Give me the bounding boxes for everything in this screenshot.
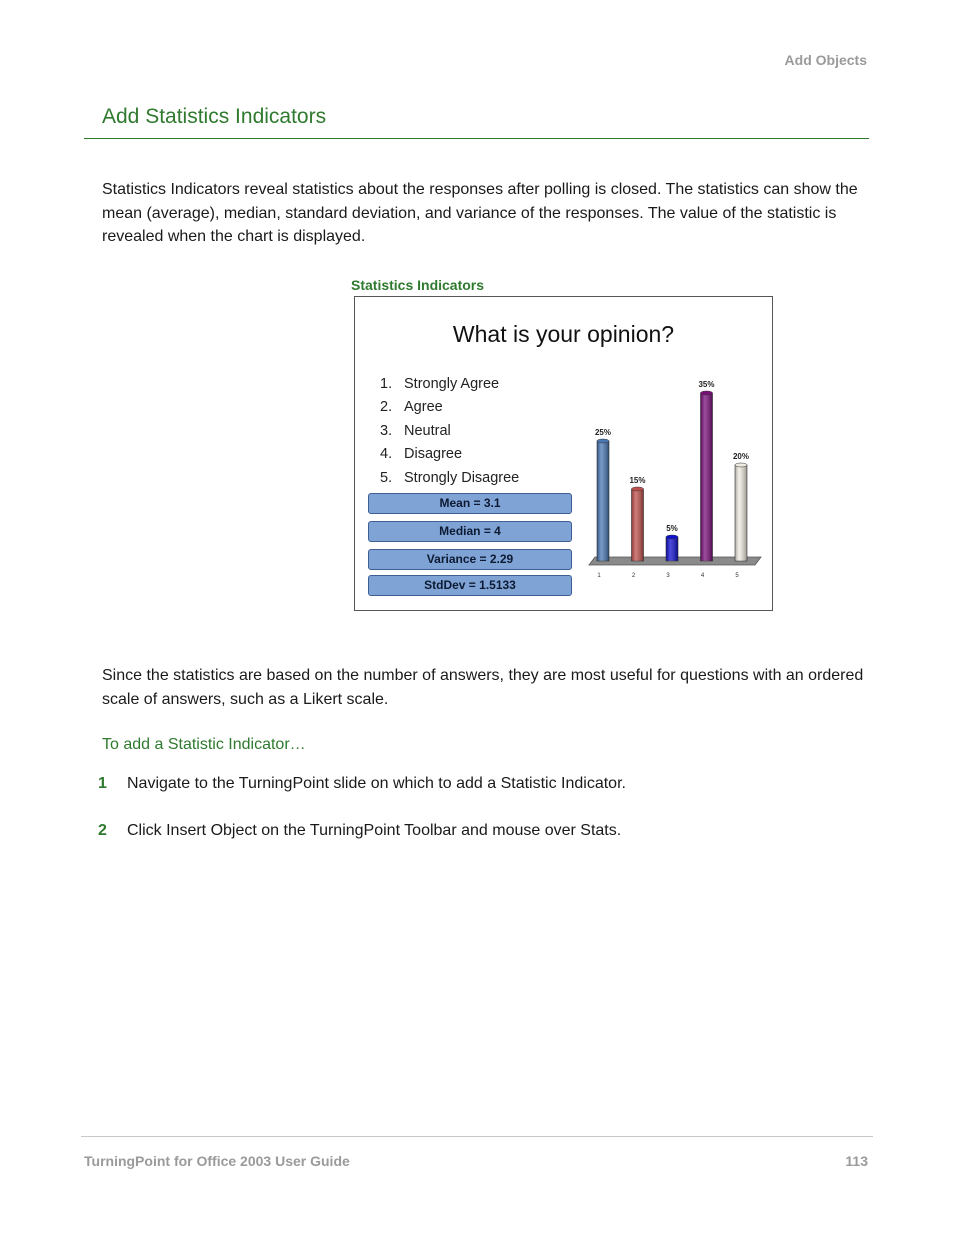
intro-paragraph: Statistics Indicators reveal statistics about the responses after polling is closed. The statistics can show the mean (average), median, standard deviation, and variance of the responses. The value of the statistic is revealed when the chart is displayed. [102,181,858,245]
step-text: Click Insert Object on the TurningPoint Toolbar and mouse over Stats. [127,822,622,839]
median-indicator: Median = 4 [368,521,572,542]
answer-item [380,443,519,466]
answer-label: Neutral [404,422,451,439]
bar-shading [597,441,609,561]
bar-shading [735,465,747,561]
bar-cap [597,439,609,443]
bar-cap [735,463,747,467]
footer-divider [81,1136,873,1137]
answer-list [380,373,519,490]
data-label: 25% [594,428,612,437]
bar-shading [701,393,713,561]
bar-cap [701,391,713,395]
category-tick-label: 2 [631,573,636,579]
data-label: 5% [666,524,678,533]
answer-item [380,396,519,419]
answer-number: 2. [380,399,393,416]
bar-cap [666,535,678,539]
category-tick-label: 4 [700,573,705,579]
mean-indicator: Mean = 3.1 [368,493,572,514]
procedure-title: To add a Statistic Indicator… [102,736,306,753]
bar-shading [632,489,644,561]
answer-item [380,467,519,490]
bar-group [594,391,750,561]
bar-cap [632,487,644,491]
running-head: Add Objects [784,52,867,68]
answer-item [380,373,519,396]
usage-paragraph: Since the statistics are based on the number of answers, they are most useful for questions with an ordered scale of answers, such as a Likert scale. [102,667,864,708]
category-tick-label: 3 [666,573,670,579]
section-title: Add Statistics Indicators [102,105,327,128]
footer-title: TurningPoint for Office 2003 User Guide [84,1153,350,1169]
step-number: 1 [98,775,107,792]
data-label: 15% [629,476,646,485]
slide-title: What is your opinion? [452,321,675,347]
answer-item [380,420,519,443]
bar-shading [666,537,678,561]
statistics-figure [354,296,773,611]
answer-number: 3. [380,422,393,439]
answer-number: 5. [380,469,393,486]
step-text: Navigate to the TurningPoint slide on which to add a Statistic Indicator. [127,775,626,792]
stddev-indicator: StdDev = 1.5133 [368,575,572,596]
answer-number: 4. [380,446,393,463]
title-divider [84,138,869,139]
figure-caption: Statistics Indicators [351,277,485,293]
step-number: 2 [98,822,107,839]
answer-label: Strongly Disagree [404,469,520,486]
response-bar-chart [583,367,765,587]
answer-label: Disagree [404,446,463,463]
answer-number: 1. [380,376,393,392]
category-tick-label: 5 [735,573,739,579]
page-number: 113 [845,1153,868,1169]
data-label: 20% [732,452,750,461]
variance-indicator: Variance = 2.29 [368,549,572,570]
answer-label: Agree [404,399,443,416]
answer-label: Strongly Agree [404,376,500,392]
data-label: 35% [698,380,715,389]
category-tick-label: 1 [597,573,601,579]
